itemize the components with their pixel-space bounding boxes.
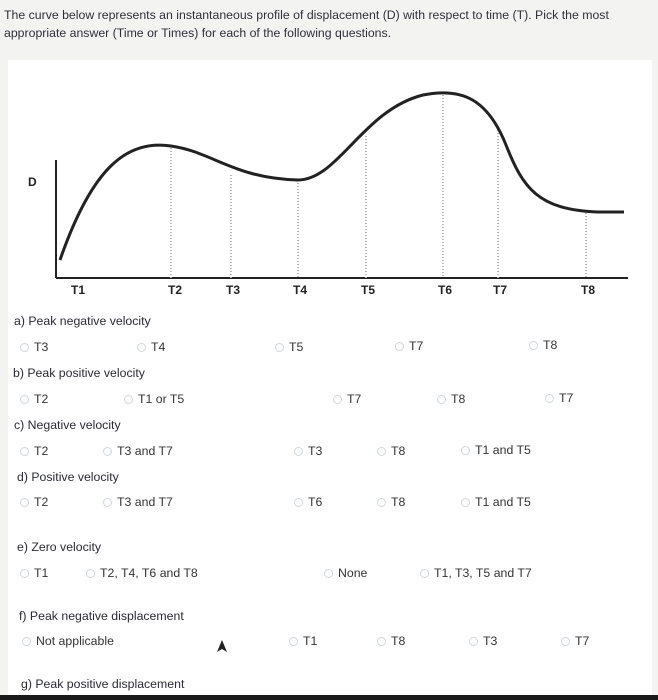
option-a-5[interactable]: T8	[529, 338, 557, 352]
question-c-label: c) Negative velocity	[14, 418, 121, 432]
question-d-label: d) Positive velocity	[17, 470, 119, 484]
tick-label-t5: T5	[360, 283, 376, 297]
tick-label-t8: T8	[580, 283, 596, 297]
radio-button[interactable]	[137, 343, 146, 352]
option-b-4[interactable]: T8	[437, 392, 465, 406]
option-f-4[interactable]: T3	[469, 634, 497, 648]
radio-button[interactable]	[294, 498, 303, 507]
radio-button[interactable]	[377, 637, 386, 646]
radio-button[interactable]	[469, 637, 478, 646]
option-d-3[interactable]: T6	[294, 495, 322, 509]
radio-button[interactable]	[124, 395, 133, 404]
radio-button[interactable]	[289, 637, 298, 646]
radio-button[interactable]	[86, 569, 95, 578]
radio-button[interactable]	[461, 498, 470, 507]
displacement-curve	[60, 93, 624, 260]
option-b-3[interactable]: T7	[333, 392, 361, 406]
option-b-1[interactable]: T2	[20, 392, 48, 406]
tick-label-t4: T4	[292, 283, 308, 297]
option-c-5[interactable]: T1 and T5	[461, 443, 531, 457]
option-d-5[interactable]: T1 and T5	[461, 495, 531, 509]
option-a-2[interactable]: T4	[137, 340, 165, 354]
radio-button[interactable]	[545, 394, 554, 403]
radio-button[interactable]	[420, 569, 429, 578]
option-b-2[interactable]: T1 or T5	[124, 392, 184, 406]
radio-button[interactable]	[20, 343, 29, 352]
radio-button[interactable]	[20, 395, 29, 404]
y-axis-label: D	[28, 175, 37, 189]
option-f-2[interactable]: T1	[289, 634, 317, 648]
tick-label-t2: T2	[167, 283, 183, 297]
displacement-chart	[18, 60, 652, 305]
radio-button[interactable]	[377, 447, 386, 456]
option-a-1[interactable]: T3	[20, 340, 48, 354]
radio-button[interactable]	[333, 395, 342, 404]
option-d-1[interactable]: T2	[20, 495, 48, 509]
tick-label-t7: T7	[492, 283, 508, 297]
question-f-label: f) Peak negative displacement	[19, 609, 184, 623]
radio-button[interactable]	[437, 395, 446, 404]
option-e-3[interactable]: None	[324, 566, 367, 580]
option-e-4[interactable]: T1, T3, T5 and T7	[420, 566, 532, 580]
tick-label-t1: T1	[70, 283, 86, 297]
option-f-1[interactable]: Not applicable	[22, 634, 114, 648]
question-intro: The curve below represents an instantaneous profile of displacement (D) with respect to time (T). Pick the most appropriate answer (Time or Times) for each of the following questions.	[4, 8, 609, 40]
radio-button[interactable]	[20, 569, 29, 578]
question-g-label: g) Peak positive displacement	[21, 677, 185, 691]
option-c-1[interactable]: T2	[20, 444, 48, 458]
question-a-label: a) Peak negative velocity	[14, 314, 151, 328]
option-d-2[interactable]: T3 and T7	[103, 495, 173, 509]
question-e-label: e) Zero velocity	[17, 540, 102, 554]
mouse-pointer-icon	[216, 640, 228, 654]
option-d-4[interactable]: T8	[377, 495, 405, 509]
option-e-2[interactable]: T2, T4, T6 and T8	[86, 566, 198, 580]
radio-button[interactable]	[395, 342, 404, 351]
radio-button[interactable]	[275, 343, 284, 352]
tick-label-t3: T3	[225, 283, 241, 297]
option-a-4[interactable]: T7	[395, 339, 423, 353]
option-e-1[interactable]: T1	[20, 566, 48, 580]
option-b-5[interactable]: T7	[545, 391, 573, 405]
radio-button[interactable]	[377, 498, 386, 507]
radio-button[interactable]	[294, 447, 303, 456]
radio-button[interactable]	[529, 341, 538, 350]
bottom-edge	[0, 695, 658, 700]
radio-button[interactable]	[103, 447, 112, 456]
option-c-4[interactable]: T8	[377, 444, 405, 458]
radio-button[interactable]	[20, 447, 29, 456]
question-b-label: b) Peak positive velocity	[13, 366, 145, 380]
radio-button[interactable]	[20, 498, 29, 507]
radio-button[interactable]	[561, 637, 570, 646]
radio-button[interactable]	[22, 637, 31, 646]
option-f-5[interactable]: T7	[561, 634, 589, 648]
option-c-3[interactable]: T3	[294, 444, 322, 458]
radio-button[interactable]	[461, 446, 470, 455]
tick-label-t6: T6	[437, 283, 453, 297]
option-f-3[interactable]: T8	[377, 634, 405, 648]
radio-button[interactable]	[324, 569, 333, 578]
option-c-2[interactable]: T3 and T7	[103, 444, 173, 458]
radio-button[interactable]	[103, 498, 112, 507]
option-a-3[interactable]: T5	[275, 340, 303, 354]
